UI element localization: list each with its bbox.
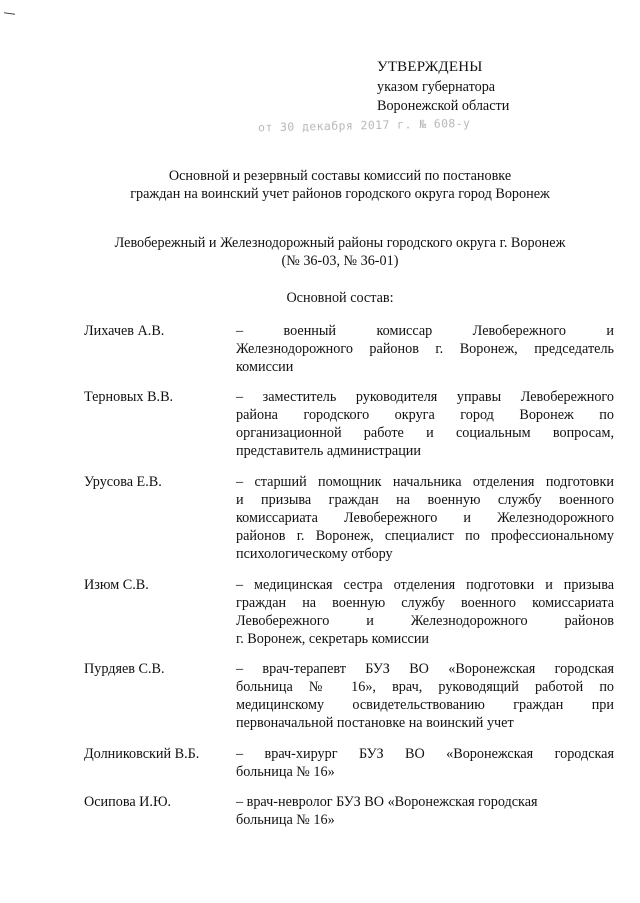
- role-line: – заместитель руководителя управы Левобережного: [236, 389, 614, 405]
- role-line: больница № 16»: [236, 812, 335, 828]
- role-line: представитель администрации: [236, 443, 421, 459]
- member-name: Долниковский В.Б.: [84, 746, 200, 762]
- role-line: – врач-хирург БУЗ ВО «Воронежская городская: [236, 746, 614, 762]
- role-line: г. Воронеж, секретарь комиссии: [236, 631, 430, 647]
- role-line: – медицинская сестра отделения подготовки и призыва: [236, 577, 614, 593]
- role-line: организационной работе и социальным вопросам,: [236, 425, 614, 441]
- member-name: Терновых В.В.: [84, 389, 174, 405]
- heading-line-2: граждан на воинский учет районов городского округа город Воронеж: [130, 186, 550, 202]
- role-line: – старший помощник начальника отделения подготовки: [236, 474, 614, 490]
- member-role: [236, 793, 614, 829]
- role-line: комиссии: [236, 359, 294, 375]
- member-name: Лихачев А.В.: [84, 323, 165, 339]
- role-line: больница № 16», врач, руководящий работой по: [236, 679, 614, 695]
- section-title: Основной состав:: [286, 290, 394, 306]
- approval-line-1: указом губернатора: [377, 79, 496, 95]
- role-line: психологическому отбору: [236, 546, 393, 562]
- role-line: районов г. Воронеж, специалист по профессиональному: [236, 528, 614, 544]
- approval-title: УТВЕРЖДЕНЫ: [377, 59, 483, 75]
- role-line: комиссариата Левобережного и Железнодорожного: [236, 510, 614, 526]
- member-role: [236, 322, 614, 376]
- role-line: и призыва граждан на военную службу военного: [236, 492, 614, 508]
- member-role: [236, 473, 614, 563]
- document-heading: [40, 167, 640, 203]
- role-line: – военный комиссар Левобережного и: [236, 323, 614, 339]
- role-line: медицинскому освидетельствованию граждан при: [236, 697, 614, 713]
- role-line: района городского округа город Воронеж по: [236, 407, 614, 423]
- approval-block: [377, 58, 617, 116]
- decree-date-stamp: от 30 декабря 2017 г. № 608-у: [257, 116, 471, 135]
- district-title: [40, 234, 640, 270]
- role-line: граждан на военную службу военного комиссариата: [236, 595, 614, 611]
- member-role: [236, 576, 614, 648]
- district-line-1: Левобережный и Железнодорожный районы городского округа г. Воронеж: [114, 235, 566, 251]
- role-line: – врач-невролог БУЗ ВО «Воронежская городская: [236, 794, 538, 810]
- member-name: Пурдяев С.В.: [84, 661, 165, 677]
- role-line: первоначальной постановке на воинский учет: [236, 715, 514, 731]
- member-name: Урусова Е.В.: [84, 474, 162, 490]
- role-line: Левобережного и Железнодорожного районов: [236, 613, 614, 629]
- role-line: Железнодорожного районов г. Воронеж, председатель: [236, 341, 614, 357]
- member-role: [236, 660, 614, 732]
- approval-line-2: Воронежской области: [377, 98, 510, 114]
- member-name: Осипова И.Ю.: [84, 794, 172, 810]
- district-line-2: (№ 36-03, № 36-01): [281, 253, 399, 269]
- member-name: Изюм С.В.: [84, 577, 149, 593]
- heading-line-1: Основной и резервный составы комиссий по постановке: [168, 168, 512, 184]
- corner-mark: [4, 12, 15, 15]
- member-role: [236, 745, 614, 781]
- role-line: – врач-терапевт БУЗ ВО «Воронежская городская: [236, 661, 614, 677]
- role-line: больница № 16»: [236, 764, 335, 780]
- member-role: [236, 388, 614, 460]
